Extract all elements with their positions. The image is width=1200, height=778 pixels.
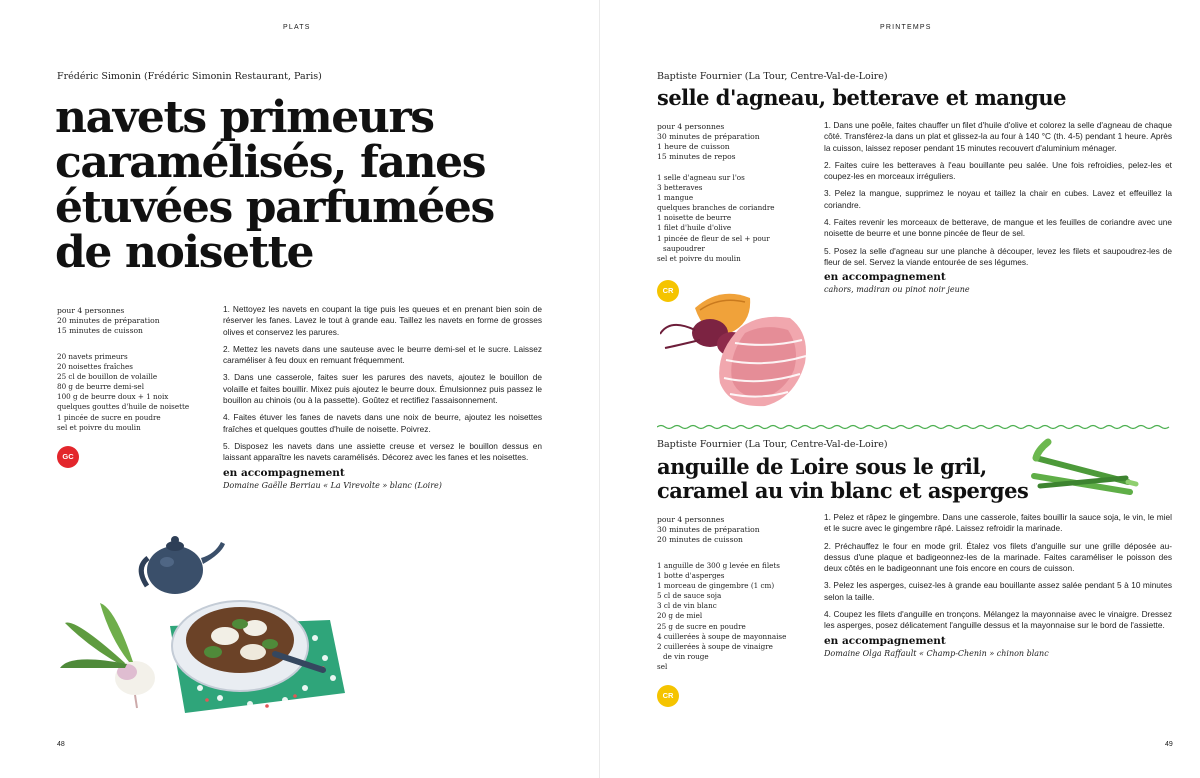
rest-time: 15 minutes de repos <box>657 152 736 161</box>
step: 3. Dans une casserole, faites suer les parures des navets, ajoutez le bouillon de volaille et faites bouillir. Mixez puis ajoutez le beurre doux. Émulsionnez puis passez le bouillon au chinois (ou à la passette). Goûtez et rectifiez l'assaisonnement. <box>223 372 542 406</box>
recipe1-title-line: navets primeurs <box>55 92 434 143</box>
recipe1-title-line: caramélisés, fanes <box>55 137 486 188</box>
cook-time: 1 heure de cuisson <box>657 142 730 151</box>
lamb-saddle-illustration <box>660 288 810 408</box>
ingredient: 1 pincée de fleur de sel + pour <box>657 233 770 243</box>
ingredient: 25 cl de bouillon de volaille <box>57 372 158 382</box>
ingredient: 1 noisette de beurre <box>657 213 732 223</box>
cook-time: 15 minutes de cuisson <box>57 326 143 335</box>
difficulty-badge: CR <box>657 280 679 302</box>
ingredient: 1 pincée de sucre en poudre <box>57 412 161 422</box>
ingredient: 4 cuillerées à soupe de mayonnaise <box>657 631 787 641</box>
step: 4. Coupez les filets d'anguille en tronçons. Mélangez la mayonnaise avec le vinaigre. Dressez les asperges, posez délicatement l'anguille dessus et la mayonnaise sur le bord de l'assiette. <box>824 609 1172 631</box>
step: 1. Dans une poêle, faites chauffer un filet d'huile d'olive et colorez la selle d'agneau de chaque côté. Transférez-la dans un plat et glissez-la au four à 140 °C (th. 4-5) pendant 1 heure. Après la cuisson, laissez reposer pendant 15 minutes recouvert d'aluminium ménager. <box>824 120 1172 153</box>
ingredient: 80 g de beurre demi-sel <box>57 382 144 392</box>
recipe1-title-line: de noisette <box>55 227 314 278</box>
ingredient: 20 g de miel <box>657 611 703 621</box>
ingredient: de vin rouge <box>663 651 709 661</box>
ingredient: 20 noisettes fraîches <box>57 362 133 372</box>
recipe2-ingredients <box>657 173 775 264</box>
recipe1-chef: Frédéric Simonin (Frédéric Simonin Restaurant, Paris) <box>57 71 322 82</box>
recipe1-ingredients <box>57 352 189 433</box>
ingredient: sel <box>657 661 668 671</box>
ingredient: saupoudrer <box>663 243 705 253</box>
cook-time: 20 minutes de cuisson <box>657 535 743 544</box>
step: 1. Pelez et râpez le gingembre. Dans une casserole, faites bouillir la sauce soja, le vin, le miel et le sucre avec le gingembre râpé. Laissez refroidir la marinade. <box>824 512 1172 534</box>
running-header-right: PRINTEMPS <box>880 24 932 31</box>
section-divider <box>657 424 1172 430</box>
recipe1-steps <box>223 304 542 491</box>
ingredient: 25 g de sucre en poudre <box>657 621 746 631</box>
recipe3-title-line: anguille de Loire sous le gril, <box>657 454 987 479</box>
ingredient: 1 morceau de gingembre (1 cm) <box>657 581 775 591</box>
pairing-heading: en accompagnement <box>824 271 946 284</box>
step: 2. Faites cuire les betteraves à l'eau bouillante peu salée. Une fois refroidies, pelez-les et coupez-les en morceaux irréguliers. <box>824 159 1172 182</box>
step: 2. Mettez les navets dans une sauteuse avec le beurre demi-sel et le sucre. Laissez caraméliser à feu doux en remuant fréquemment. <box>223 343 542 366</box>
step: 4. Faites revenir les morceaux de betterave, de mangue et les feuilles de coriandre avec une noisette de beurre et une bonne pincée de fleur de sel. <box>824 217 1172 239</box>
recipe1-meta <box>57 306 160 336</box>
step: 3. Pelez les asperges, cuisez-les à grande eau bouillante assez salée pendant 5 à 10 minutes selon la taille. <box>824 580 1172 602</box>
recipe2-meta <box>657 122 760 162</box>
difficulty-badge: GC <box>57 446 79 468</box>
step: 3. Pelez la mangue, supprimez le noyau et taillez la chair en cubes. Lavez et effeuillez la coriandre. <box>824 188 1172 210</box>
ingredient: 3 cl de vin blanc <box>657 601 717 611</box>
teapot-illustration <box>141 536 225 594</box>
step: 4. Faites étuver les fanes de navets dans une noix de beurre, ajoutez les noisettes fraîches et quelques gouttes d'huile de noisette. Poivrez. <box>223 412 542 434</box>
step: 5. Posez la selle d'agneau sur une planche à découper, levez les filets et saupoudrez-les de fleur de sel. Servez la viande entourée de ses légumes. <box>824 245 1172 267</box>
ingredient: sel et poivre du moulin <box>57 422 141 432</box>
prep-time: 30 minutes de préparation <box>657 525 760 534</box>
ingredient: 5 cl de sauce soja <box>657 591 722 601</box>
ingredient: 1 anguille de 300 g levée en filets <box>657 561 780 570</box>
ingredient: quelques branches de coriandre <box>657 203 775 213</box>
ingredient: 3 betteraves <box>657 183 703 193</box>
wine-pairing: cahors, madiran ou pinot noir jeune <box>824 285 970 295</box>
servings: pour 4 personnes <box>57 306 125 315</box>
running-header-left: PLATS <box>283 24 311 31</box>
recipe2-chef: Baptiste Fournier (La Tour, Centre-Val-de-Loire) <box>657 71 888 82</box>
dish-illustration <box>55 528 355 718</box>
recipe2-title: selle d'agneau, betterave et mangue <box>657 85 1066 110</box>
ingredient: 1 filet d'huile d'olive <box>657 223 732 233</box>
ingredient: 1 selle d'agneau sur l'os <box>657 173 745 182</box>
prep-time: 20 minutes de préparation <box>57 316 160 325</box>
step: 5. Disposez les navets dans une assiette creuse et versez le bouillon dessus en laissant apparaître les navets caramélisés. Décorez avec les fanes et les noisettes. <box>223 440 542 463</box>
recipe1-title <box>55 92 525 278</box>
ingredient: 20 navets primeurs <box>57 352 128 361</box>
recipe1-title-line: étuvées parfumées <box>55 182 494 233</box>
turnip-illustration <box>60 603 155 708</box>
pairing-heading: en accompagnement <box>223 466 345 479</box>
recipe3-steps <box>824 512 1172 659</box>
ingredient: sel et poivre du moulin <box>657 253 741 263</box>
step: 2. Préchauffez le four en mode gril. Étalez vos filets d'anguille sur une grille déposée au-dessus d'une plaque et badigeonnez-les de la marinade. Faites caraméliser le poisson des deux côtés en le badigeonnant une fois encore en cours de cuisson. <box>824 540 1172 574</box>
servings: pour 4 personnes <box>657 122 725 131</box>
page-number-right: 49 <box>1165 741 1173 748</box>
servings: pour 4 personnes <box>657 515 725 524</box>
difficulty-badge: CR <box>657 685 679 707</box>
step: 1. Nettoyez les navets en coupant la tige puis les queues et en prenant bien soin de réserver les fanes. Lavez le tout à grande eau. Taillez les navets en forme de grosses olives et conservez les parures. <box>223 304 542 337</box>
prep-time: 30 minutes de préparation <box>657 132 760 141</box>
ingredient: 1 mangue <box>657 193 694 203</box>
recipe3-chef: Baptiste Fournier (La Tour, Centre-Val-de-Loire) <box>657 439 888 450</box>
ingredient: 1 botte d'asperges <box>657 571 725 581</box>
wine-pairing: Domaine Gaëlle Berriau « La Virevolte » blanc (Loire) <box>223 480 442 490</box>
recipe3-ingredients <box>657 561 786 672</box>
ingredient: 100 g de beurre doux + 1 noix <box>57 392 169 402</box>
ingredient: quelques gouttes d'huile de noisette <box>57 402 190 412</box>
recipe3-meta <box>657 515 760 545</box>
pairing-heading: en accompagnement <box>824 634 946 647</box>
wine-pairing: Domaine Olga Raffault « Champ-Chenin » chinon blanc <box>824 648 1049 658</box>
asparagus-illustration <box>1030 438 1140 500</box>
recipe3-title-line: caramel au vin blanc et asperges <box>657 478 1029 503</box>
ingredient: 2 cuillerées à soupe de vinaigre <box>657 641 773 651</box>
recipe3-title <box>657 455 1028 503</box>
recipe2-steps <box>824 120 1172 295</box>
page-number-left: 48 <box>57 741 65 748</box>
